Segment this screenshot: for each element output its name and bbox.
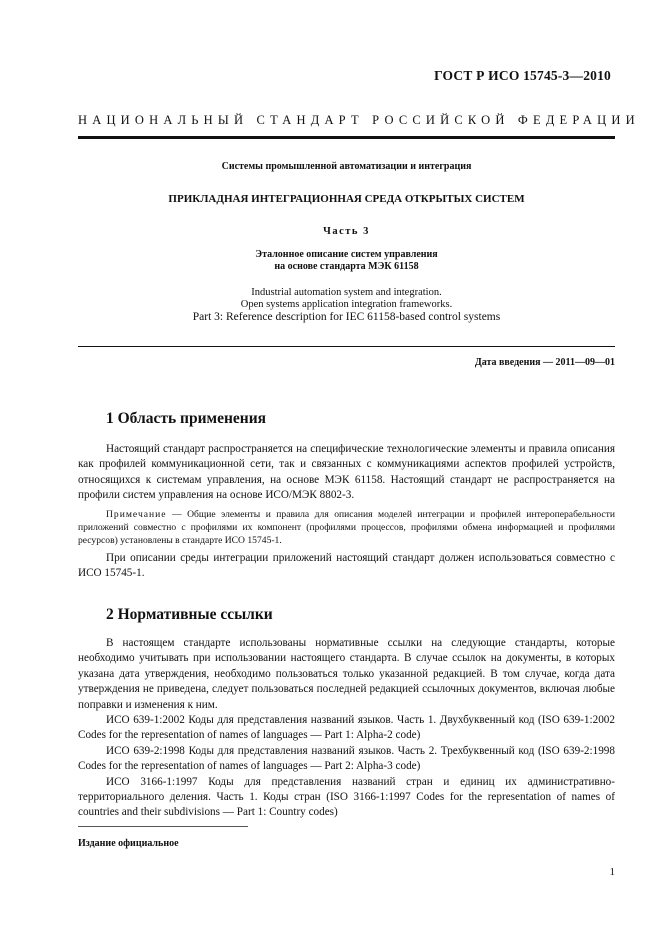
english-title — [78, 287, 615, 323]
introduction-date: Дата введения — 2011—09—01 — [474, 357, 615, 368]
english-title-line-2: Open systems application integration frameworks. — [240, 299, 453, 310]
note-label: Примечание — [106, 509, 167, 520]
reference-iso-3166-1: ИСО 3166-1:1997 Коды для представления названий стран и единиц их административно-территориального деления. Часть 1. Коды стран (ISO 3166-1:1997 Codes for the representation of names of countries and their subdivisions — Part 1: Country codes) — [78, 775, 615, 819]
header-rule — [78, 136, 615, 139]
reference-iso-639-2: ИСО 639-2:1998 Коды для представления названий языков. Часть 2. Трехбуквенный код (ISO 639-2:1998 Codes for the representation of names of languages — Part 2: Alpha-3 code) — [78, 744, 615, 773]
section-1-heading: 1 Область применения — [106, 410, 267, 427]
series-title: Системы промышленной автоматизации и интеграция — [221, 161, 472, 172]
section-1-text-2: При описании среды интеграции приложений настоящий стандарт должен использоваться совместно с ИСО 15745-1. — [78, 552, 615, 580]
page-number: 1 — [609, 866, 615, 878]
part-subtitle — [78, 249, 615, 273]
section-2-heading: 2 Нормативные ссылки — [106, 606, 273, 623]
english-title-line-3: Part 3: Reference description for IEC 61158-based control systems — [192, 311, 501, 323]
reference-iso-639-1: ИСО 639-1:2002 Коды для представления названий языков. Часть 1. Двухбуквенный код (ISO 639-1:2002 Codes for the representation of names of languages — Part 1: Alpha-2 code) — [78, 714, 615, 742]
document-code: ГОСТ Р ИСО 15745-3—2010 — [434, 68, 611, 83]
title-rule — [78, 346, 615, 347]
section-1-paragraph-2 — [78, 551, 615, 582]
subtitle-line-2: на основе стандарта МЭК 61158 — [274, 261, 419, 272]
section-2-body — [78, 636, 615, 821]
national-standard-banner: НАЦИОНАЛЬНЫЙ СТАНДАРТ РОССИЙСКОЙ ФЕДЕРАЦИИ — [78, 113, 640, 127]
note-text: — Общие элементы и правила для описания моделей интеграции и профилей интероперабельности приложений совместно с профилями их компонент (профилями процессов, профилями обмена информацией и профилями ресурсов) установлены в стандарте ИСО 15745-1. — [78, 509, 615, 546]
section-2-text-1: В настоящем стандарте использованы нормативные ссылки на следующие стандарты, которые необходимо учитывать при использовании настоящего стандарта. В случае ссылок на документы, в которых указана дата утверждения, необходимо пользоваться только указанной редакцией. В том случае, когда дата утверждения не приведена, следует пользоваться последней редакцией ссылочных документов, включая любые поправки и изменения к ним. — [78, 637, 615, 711]
part-label: Часть 3 — [323, 226, 370, 237]
section-1-text-1: Настоящий стандарт распространяется на специфические технологические элементы и правила описания как профилей коммуникационной сети, так и связанных с коммуникациями аспектов профилей устройств, относящихся к системам управления, на основе МЭК 61158. Настоящий стандарт не распространяется на профили систем управления на основе ИСО/МЭК 8802-3. — [78, 443, 615, 502]
footer-rule — [78, 826, 248, 827]
standard-title: ПРИКЛАДНАЯ ИНТЕГРАЦИОННАЯ СРЕДА ОТКРЫТЫХ СИСТЕМ — [168, 193, 525, 205]
english-title-line-1: Industrial automation system and integration. — [251, 287, 442, 298]
section-1-paragraph-1 — [78, 442, 615, 504]
official-edition-label: Издание официальное — [78, 838, 179, 849]
subtitle-line-1: Эталонное описание систем управления — [255, 249, 438, 260]
section-1-note — [78, 508, 615, 547]
